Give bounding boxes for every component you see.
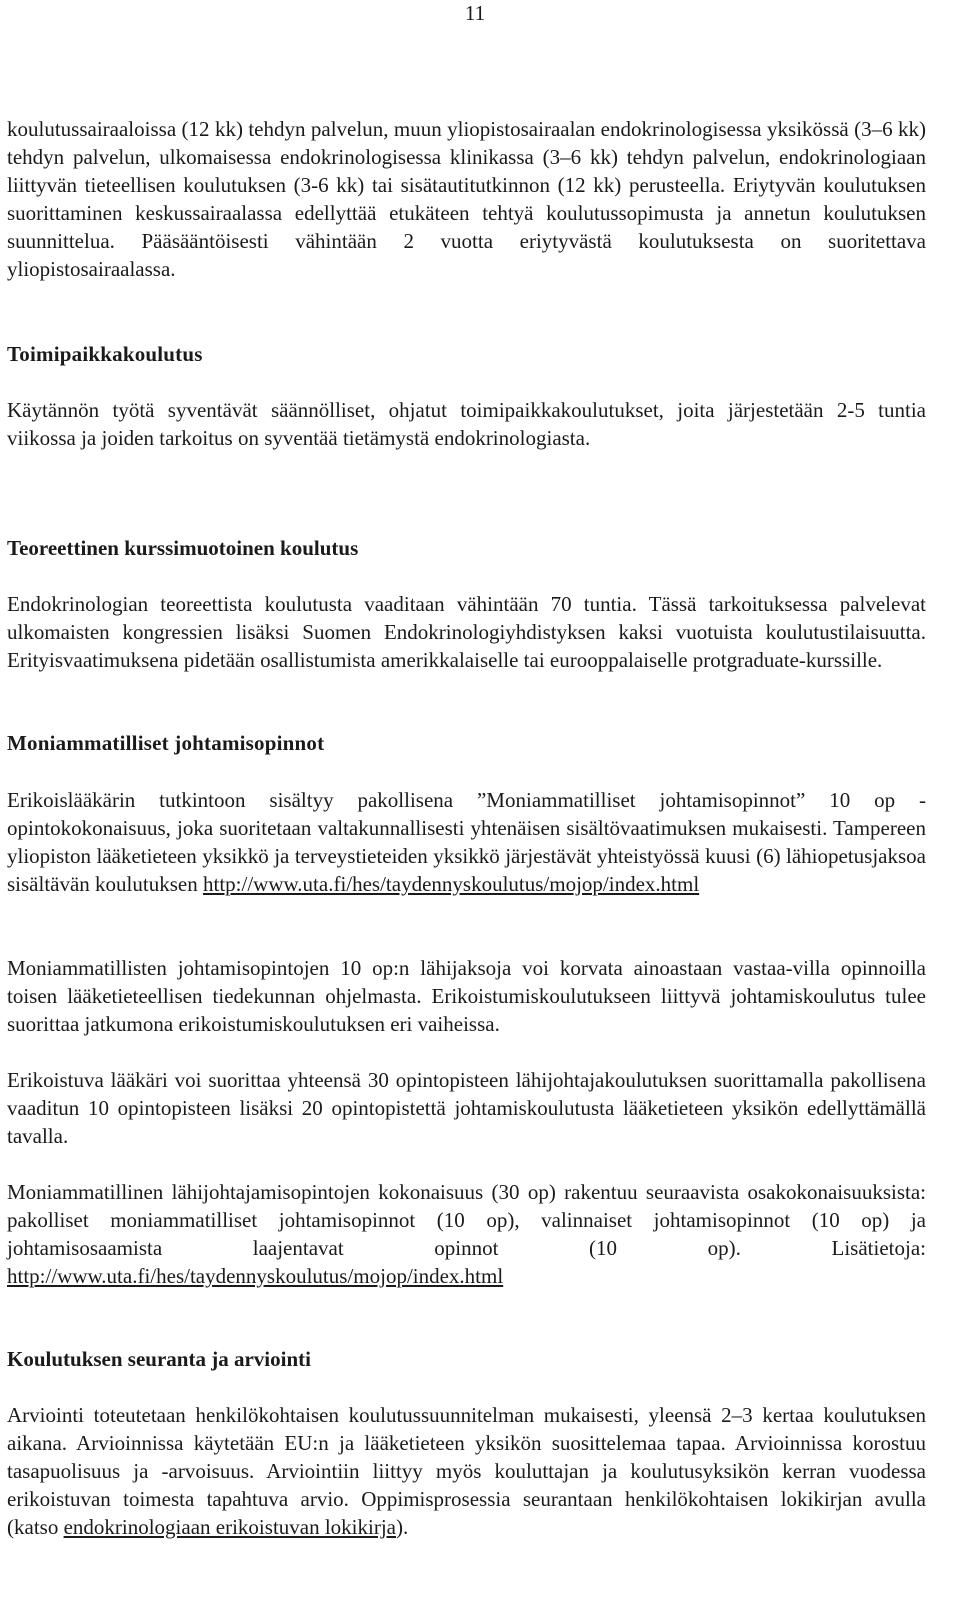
section-heading-seuranta: Koulutuksen seuranta ja arviointi [7, 1347, 311, 1371]
paragraph-text: Erikoistuva lääkäri voi suorittaa yhteensä 30 opintopisteen lähijohtajakoulutuksen suorittamalla pakollisena vaaditun 10 opintopisteen lisäksi 20 opintopistettä johtamiskoulutusta lääketieteen yksikön edellyttämällä tavalla. [7, 1068, 926, 1148]
lokikirja-link[interactable]: endokrinologiaan erikoistuvan lokikirja [63, 1515, 396, 1539]
teoreettinen-heading-block [7, 534, 926, 562]
mojop-link[interactable]: http://www.uta.fi/hes/taydennyskoulutus/mojop/index.html [202, 872, 700, 896]
paragraph-end: ). [396, 1515, 409, 1539]
section-heading-teoreettinen: Teoreettinen kurssimuotoinen koulutus [7, 536, 359, 560]
paragraph-text: Endokrinologian teoreettista koulutusta vaaditaan vähintään 70 tuntia. Tässä tarkoituksessa palvelevat ulkomaisten kongressien lisäksi Suomen Endokrinologiyhdistyksen kaksi vuotuista koulutustilaisuutta. Erityisvaatimuksena pidetään osallistumista amerikkalaiselle tai eurooppalaiselle protgraduate-kurssille. [7, 592, 926, 672]
paragraph-moniammatilliset [7, 786, 926, 898]
paragraph-lahijohtaja [7, 1066, 926, 1150]
section-heading-moniammatilliset: Moniammatilliset johtamisopinnot [7, 731, 325, 755]
page-number: 11 [464, 1, 486, 25]
lisatietoja-label: Lisätietoja: [831, 1236, 926, 1260]
paragraph-body: Moniammatillinen lähijohtajamisopintojen kokonaisuus (30 op) rakentuu seuraavista osakokonaisuuksista: pakolliset moniammatilliset johtamisopinnot (10 op), valinnaiset johtamisopinnot (10 op) ja johtamisosaamista laajentavat opinnot (10 op). [7, 1180, 926, 1260]
lisatietoja-link[interactable]: http://www.uta.fi/hes/taydennyskoulutus/mojop/index.html [7, 1264, 504, 1288]
paragraph-erityva-koulutus [7, 115, 926, 283]
paragraph-text: koulutussairaaloissa (12 kk) tehdyn palvelun, muun yliopistosairaalan endokrinologisessa yksikössä (3–6 kk) tehdyn palvelun, ulkomaisessa endokrinologisessa klinikassa (3–6 kk) tehdyn palvelun, endokrinologiaan liittyvän tieteellisen koulutuksen (3-6 kk) tai sisätautitutkinnon (12 kk) perusteella. Eriytyvän koulutuksen suorittaminen keskussairaalassa edellyttää etukäteen tehtyä koulutussopimusta ja annetun koulutuksen suunnittelua. Pääsääntöisesti vähintään 2 vuotta eriytyvästä koulutuksesta on suoritettava yliopistosairaalassa. [7, 117, 926, 281]
paragraph-text: Käytännön työtä syventävät säännölliset, ohjatut toimipaikkakoulutukset, joita järjestetään 2-5 tuntia viikossa ja joiden tarkoitus on syventää tietämystä endokrinologiasta. [7, 398, 926, 450]
section-heading-toimipaikkakoulutus: Toimipaikkakoulutus [7, 342, 203, 366]
paragraph-text [7, 786, 926, 898]
paragraph-arviointi [7, 1401, 926, 1541]
paragraph-body: Erikoislääkärin tutkintoon sisältyy pakollisena ”Moniammatilliset johtamisopinnot” 10 op -opintokokonaisuus, joka suoritetaan valtakunnallisesti yhtenäisen sisältövaatimuksen mukaisesti. Tampereen yliopiston lääketieteen yksikkö ja terveystieteiden yksikkö järjestävät yhteistyössä kuusi (6) lähiopetusjaksoa sisältävän koulutuksen [7, 788, 926, 896]
paragraph-toimipaikka [7, 396, 926, 452]
paragraph-lahijaksot [7, 954, 926, 1038]
paragraph-text: Moniammatillisten johtamisopintojen 10 op:n lähijaksoja voi korvata ainoastaan vastaa-villa opinnoilla toisen lääketieteellisen tiedekunnan ohjelmasta. Erikoistumiskoulutukseen liittyvä johtamiskoulutus tulee suorittaa jatkumona erikoistumiskoulutuksen eri vaiheissa. [7, 956, 926, 1036]
paragraph-text [7, 1178, 926, 1290]
toimipaikka-heading-block [7, 340, 926, 368]
moniammatilliset-heading-block [7, 729, 926, 757]
seuranta-heading-block [7, 1345, 926, 1373]
paragraph-text [7, 1401, 926, 1541]
paragraph-body: Arviointi toteutetaan henkilökohtaisen koulutussuunnitelman mukaisesti, yleensä 2–3 kertaa koulutuksen aikana. Arvioinnissa käytetään EU:n ja lääketieteen yksikön suosittelemaa tapaa. Arvioinnissa korostuu tasapuolisuus ja -arvoisuus. Arviointiin liittyy myös kouluttajan ja koulutusyksikön kerran vuodessa erikoistuvan toimesta tapahtuva arvio. Oppimisprosessia seurantaan henkilökohtaisen lokikirjan avulla (katso [7, 1403, 926, 1539]
paragraph-teoreettinen [7, 590, 926, 674]
paragraph-kokonaisuus [7, 1178, 926, 1290]
